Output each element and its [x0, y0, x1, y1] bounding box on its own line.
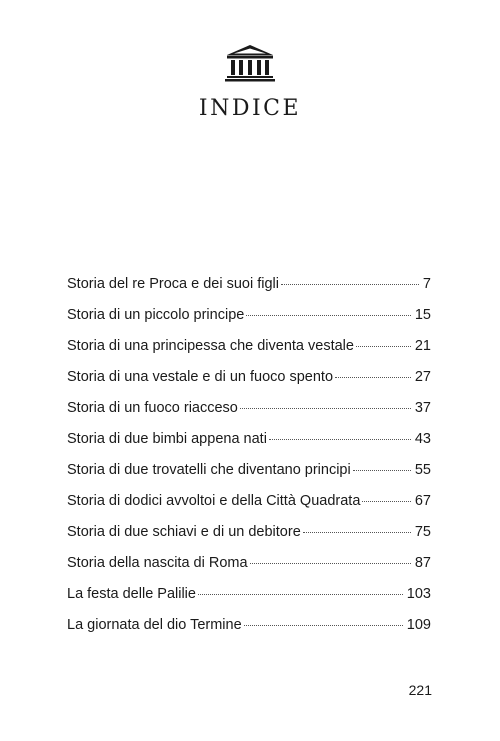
toc-entry-title: La giornata del dio Termine — [67, 617, 242, 633]
toc-dot-leader — [335, 377, 411, 378]
toc-entry — [67, 617, 431, 648]
toc-entry-page: 87 — [414, 555, 431, 571]
toc-entry-page: 43 — [414, 431, 431, 447]
toc-entry-page: 75 — [414, 524, 431, 540]
toc-entry — [67, 338, 431, 369]
toc-dot-leader — [356, 346, 411, 347]
toc-entry-title: La festa delle Palilie — [67, 586, 196, 602]
toc-entry — [67, 493, 431, 524]
toc-dot-leader — [250, 563, 411, 564]
temple-icon — [224, 44, 276, 82]
toc-dot-leader — [198, 594, 403, 595]
toc-entry — [67, 586, 431, 617]
page-number: 221 — [408, 682, 432, 698]
table-of-contents — [67, 276, 431, 648]
toc-entry — [67, 276, 431, 307]
toc-entry-page: 15 — [414, 307, 431, 323]
toc-dot-leader — [269, 439, 411, 440]
toc-entry — [67, 400, 431, 431]
toc-entry — [67, 431, 431, 462]
toc-dot-leader — [362, 501, 410, 502]
toc-entry-title: Storia di una principessa che diventa vestale — [67, 338, 354, 354]
toc-entry-page: 21 — [414, 338, 431, 354]
toc-entry-page: 27 — [414, 369, 431, 385]
toc-dot-leader — [303, 532, 411, 533]
toc-dot-leader — [353, 470, 411, 471]
toc-dot-leader — [281, 284, 419, 285]
toc-entry-title: Storia di una vestale e di un fuoco spento — [67, 369, 334, 385]
toc-entry-title: Storia del re Proca e dei suoi figli — [67, 276, 279, 292]
toc-entry-title: Storia di due trovatelli che diventano principi — [67, 462, 351, 478]
toc-entry-page: 103 — [406, 586, 431, 602]
toc-entry — [67, 462, 431, 493]
toc-entry-page: 7 — [422, 276, 431, 292]
toc-entry-title: Storia di due schiavi e di un debitore — [67, 524, 301, 540]
toc-entry — [67, 555, 431, 586]
toc-dot-leader — [246, 315, 411, 316]
toc-entry-page: 109 — [406, 617, 431, 633]
toc-entry-title: Storia di dodici avvoltoi e della Città Quadrata — [67, 493, 361, 509]
toc-entry-page: 55 — [414, 462, 431, 478]
toc-entry-title: Storia di un fuoco riacceso — [67, 400, 238, 416]
toc-entry — [67, 524, 431, 555]
toc-entry-page: 37 — [414, 400, 431, 416]
page-title: INDICE — [198, 96, 302, 121]
toc-entry-title: Storia di due bimbi appena nati — [67, 431, 267, 447]
toc-entry-title: Storia della nascita di Roma — [67, 555, 248, 571]
toc-entry-page: 67 — [414, 493, 431, 509]
toc-entry-title: Storia di un piccolo principe — [67, 307, 245, 323]
toc-entry — [67, 307, 431, 338]
toc-dot-leader — [240, 408, 411, 409]
toc-dot-leader — [244, 625, 403, 626]
toc-entry — [67, 369, 431, 400]
